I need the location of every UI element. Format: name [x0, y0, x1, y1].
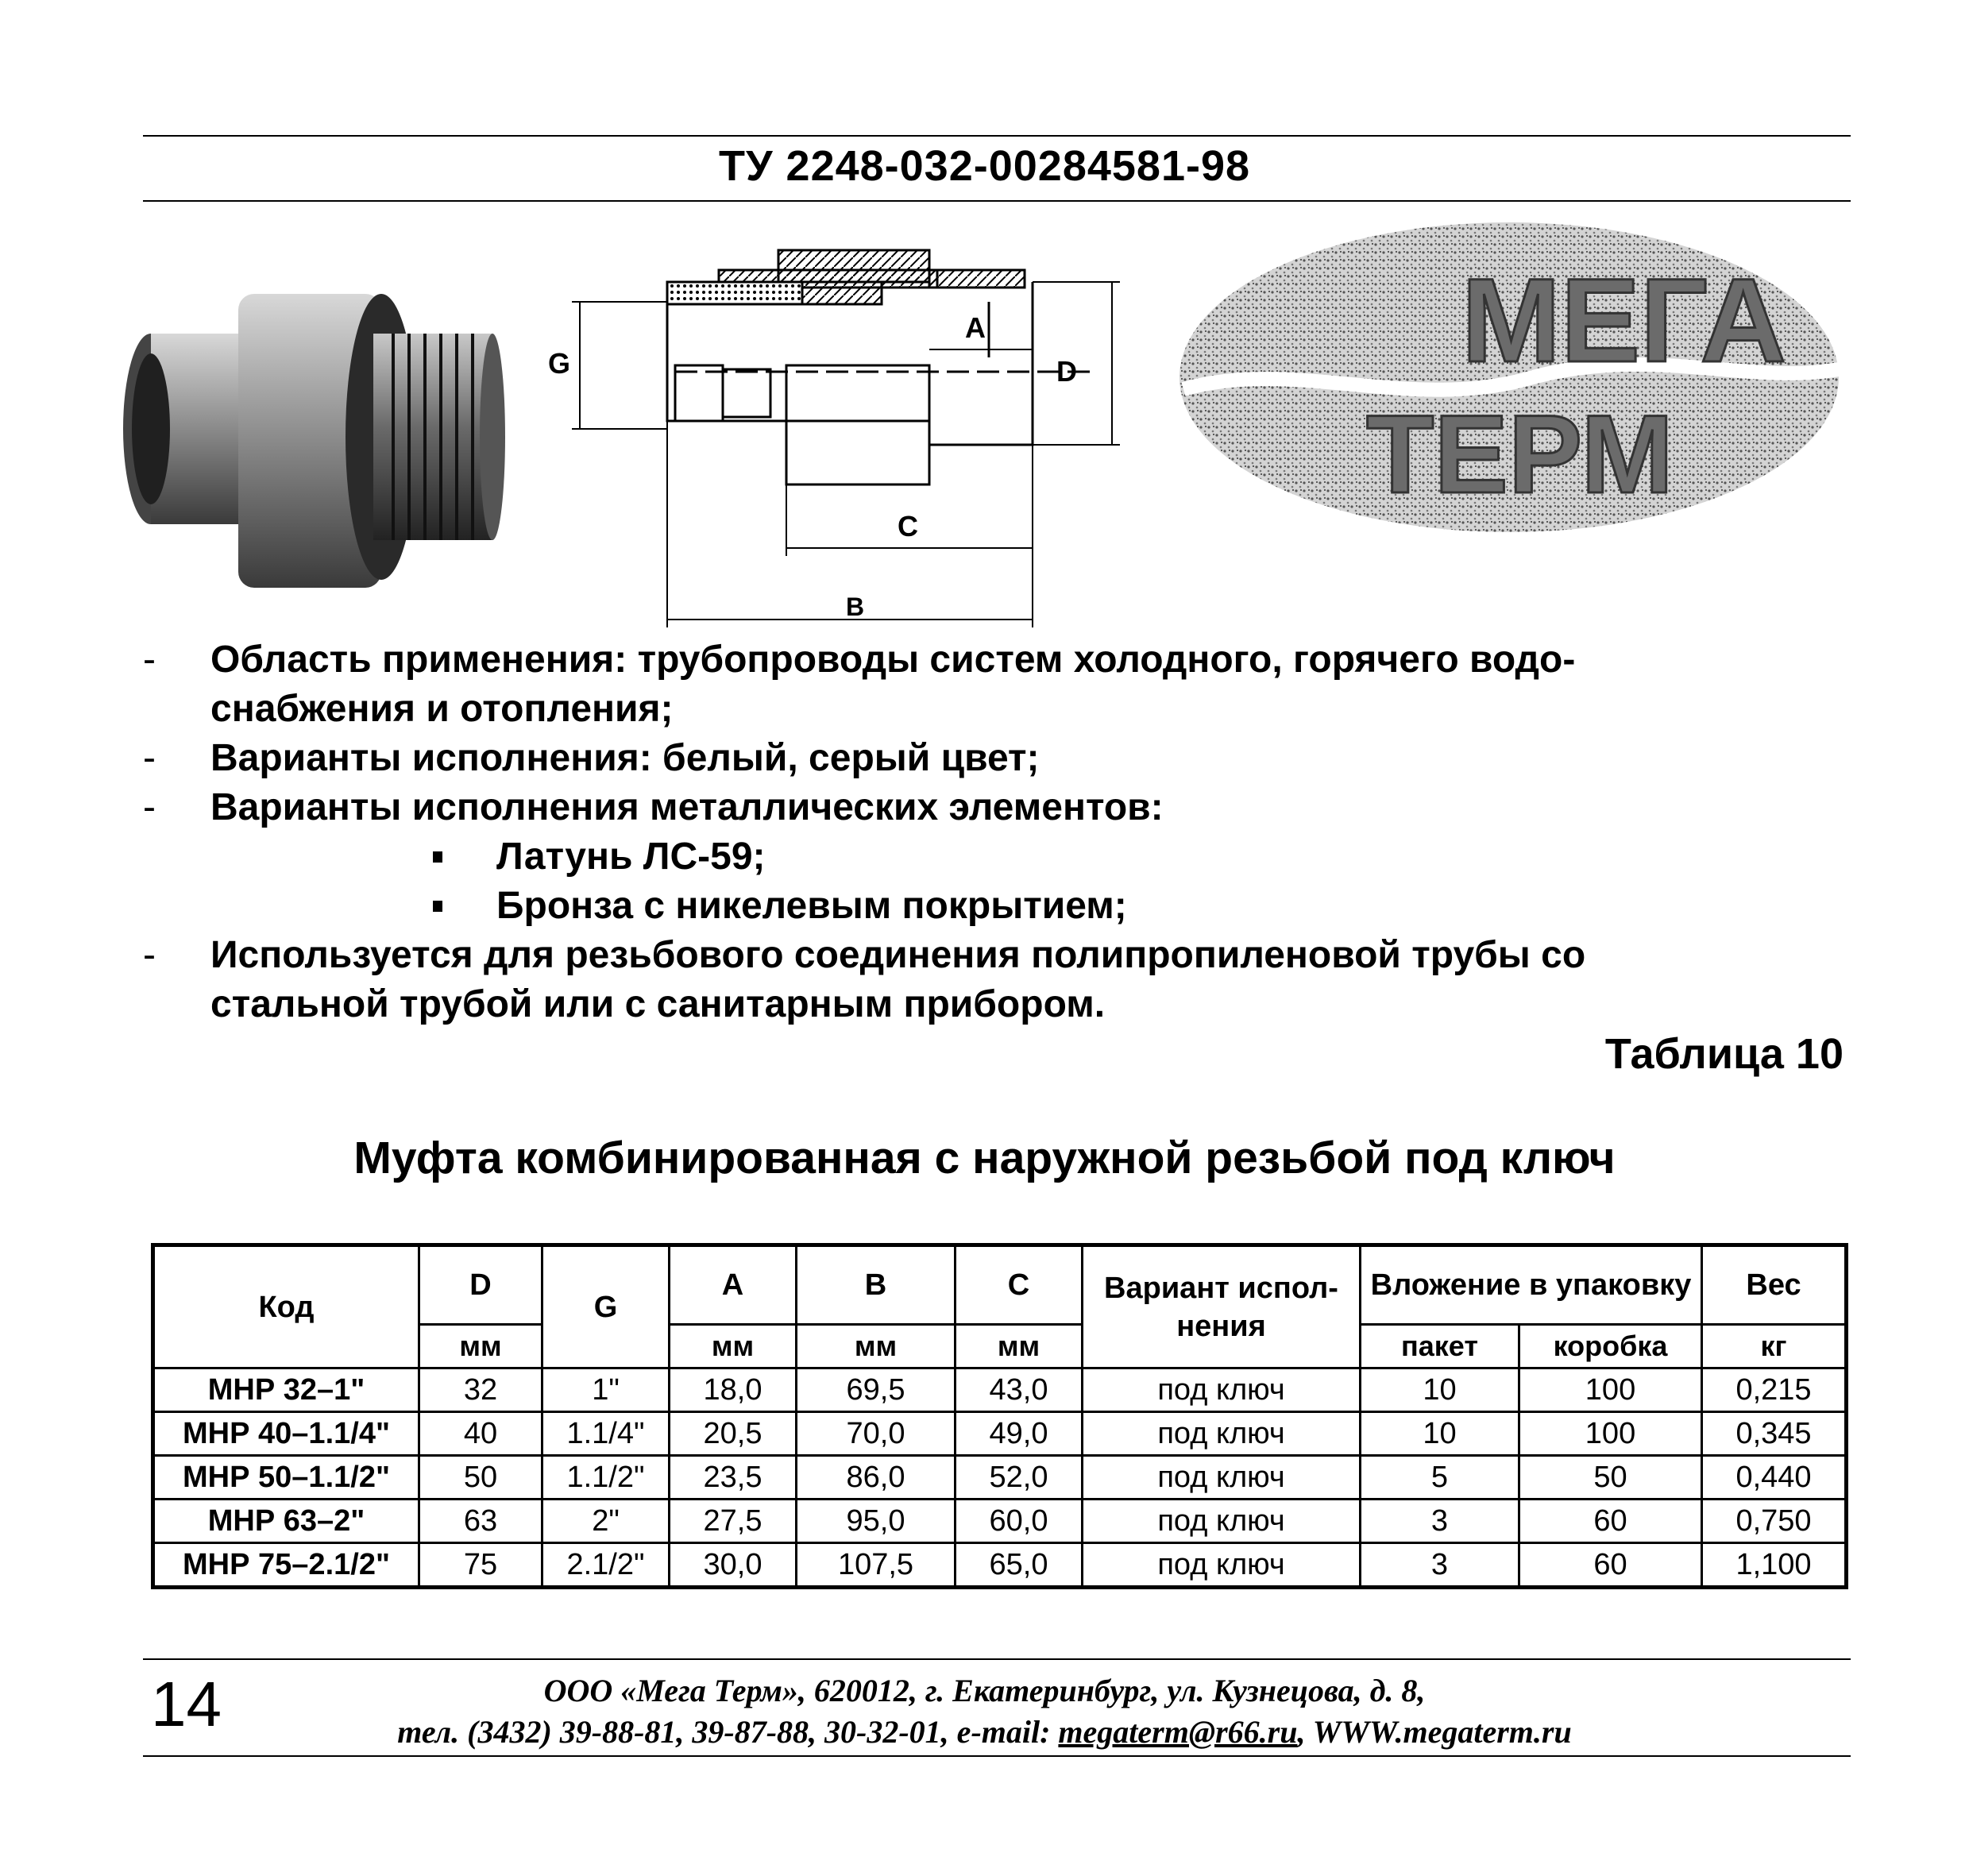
cell-code: МНР 32–1" [153, 1368, 419, 1412]
cell-box: 100 [1519, 1368, 1702, 1412]
cell-g: 2.1/2" [542, 1543, 670, 1588]
feature-item: - Варианты исполнения: белый, серый цвет; [143, 737, 1040, 779]
header-a: A [670, 1245, 797, 1325]
cell-c: 60,0 [956, 1500, 1083, 1543]
header-weight: Вес [1702, 1245, 1847, 1325]
footer-email-link[interactable]: megaterm@r66.ru [1058, 1714, 1298, 1750]
cell-c: 65,0 [956, 1543, 1083, 1588]
cell-variant: под ключ [1083, 1412, 1361, 1456]
cell-weight: 0,750 [1702, 1500, 1847, 1543]
page-number: 14 [151, 1669, 222, 1739]
footer-phones: тел. (3432) 39-88-81, 39-87-88, 30-32-01, e-mail: [397, 1714, 1059, 1750]
cell-a: 23,5 [670, 1456, 797, 1500]
feature-item-continuation [143, 685, 1851, 734]
cell-g: 1.1/4" [542, 1412, 670, 1456]
unit-a: мм [670, 1325, 797, 1368]
dim-label-c: C [898, 510, 918, 542]
cell-d: 32 [419, 1368, 542, 1412]
footer-rule-lower [143, 1755, 1851, 1757]
table-number: Таблица 10 [1604, 1030, 1844, 1078]
cell-b: 70,0 [797, 1412, 956, 1456]
cell-a: 27,5 [670, 1500, 797, 1543]
cell-b: 69,5 [797, 1368, 956, 1412]
footer-contacts [0, 1713, 1969, 1751]
feature-item: - Область применения: трубопроводы систем холодного, горячего водо- [143, 639, 1576, 681]
feature-text: Область применения: трубопроводы систем холодного, горячего водо- [210, 639, 1576, 681]
sub-item [143, 832, 1851, 882]
cell-box: 100 [1519, 1412, 1702, 1456]
unit-b: мм [797, 1325, 956, 1368]
table-row [153, 1500, 1847, 1543]
feature-item: - Используется для резьбового соединения полипропиленовой трубы со [143, 934, 1586, 976]
dim-label-d: D [1056, 355, 1077, 388]
top-rule-upper [143, 135, 1851, 137]
table-row [153, 1543, 1847, 1588]
table-row [153, 1412, 1847, 1456]
footer-address: ООО «Мега Терм», 620012, г. Екатеринбург, ул. Кузнецова, д. 8, [543, 1673, 1426, 1708]
feature-text: Варианты исполнения: белый, серый цвет; [210, 737, 1040, 779]
table-body [153, 1368, 1847, 1588]
cell-code: МНР 75–2.1/2" [153, 1543, 419, 1588]
table-title: Муфта комбинированная с наружной резьбой под ключ [353, 1133, 1616, 1183]
cell-weight: 0,215 [1702, 1368, 1847, 1412]
table-row [153, 1368, 1847, 1412]
cell-g: 1.1/2" [542, 1456, 670, 1500]
feature-text: Используется для резьбового соединения полипропиленовой трубы со [210, 934, 1586, 976]
square-bullet-icon [433, 851, 442, 863]
feature-text: стальной трубой или с санитарным прибором. [210, 983, 1106, 1025]
footer-website: , WWW.megaterm.ru [1297, 1714, 1572, 1750]
cell-packet: 5 [1361, 1456, 1519, 1500]
cell-a: 20,5 [670, 1412, 797, 1456]
dim-label-g: G [548, 347, 571, 380]
cell-c: 52,0 [956, 1456, 1083, 1500]
cell-c: 43,0 [956, 1368, 1083, 1412]
cell-b: 107,5 [797, 1543, 956, 1588]
cell-packet: 3 [1361, 1543, 1519, 1588]
feature-item: - Варианты исполнения металлических элементов: [143, 786, 1164, 828]
cell-weight: 0,440 [1702, 1456, 1847, 1500]
cell-code: МНР 63–2" [153, 1500, 419, 1543]
header-variant: Вариант испол-нения [1083, 1245, 1361, 1368]
cell-packet: 10 [1361, 1368, 1519, 1412]
feature-text: Варианты исполнения металлических элементов: [210, 786, 1164, 828]
cell-d: 40 [419, 1412, 542, 1456]
footer-rule-upper [143, 1658, 1851, 1660]
header-d: D [419, 1245, 542, 1325]
cell-variant: под ключ [1083, 1368, 1361, 1412]
unit-d: мм [419, 1325, 542, 1368]
cell-code: МНР 50–1.1/2" [153, 1456, 419, 1500]
header-c: C [956, 1245, 1083, 1325]
cell-b: 86,0 [797, 1456, 956, 1500]
cell-box: 60 [1519, 1543, 1702, 1588]
cell-weight: 0,345 [1702, 1412, 1847, 1456]
table-row [153, 1456, 1847, 1500]
cell-code: МНР 40–1.1/4" [153, 1412, 419, 1456]
cell-box: 60 [1519, 1500, 1702, 1543]
cell-d: 63 [419, 1500, 542, 1543]
cell-packet: 10 [1361, 1412, 1519, 1456]
section-drawing [548, 238, 1128, 651]
cell-d: 50 [419, 1456, 542, 1500]
document-code: ТУ 2248-032-00284581-98 [718, 142, 1251, 190]
feature-list [143, 635, 1851, 1029]
spec-table [151, 1243, 1848, 1589]
cell-c: 49,0 [956, 1412, 1083, 1456]
header-code: Код [153, 1245, 419, 1368]
logo-line1: МЕГА [1461, 253, 1786, 387]
unit-c: мм [956, 1325, 1083, 1368]
feature-item-continuation [143, 980, 1851, 1029]
top-rule-lower [143, 200, 1851, 202]
cell-b: 95,0 [797, 1500, 956, 1543]
dim-label-b: B [846, 593, 865, 621]
cell-variant: под ключ [1083, 1500, 1361, 1543]
sub-item [143, 882, 1851, 931]
square-bullet-icon [433, 901, 442, 912]
company-logo [1176, 218, 1843, 536]
cell-variant: под ключ [1083, 1456, 1361, 1500]
header-g: G [542, 1245, 670, 1368]
feature-text: снабжения и отопления; [210, 688, 674, 730]
cell-a: 30,0 [670, 1543, 797, 1588]
unit-weight: кг [1702, 1325, 1847, 1368]
header-packing: Вложение в упаковку [1361, 1245, 1702, 1325]
unit-packet: пакет [1361, 1325, 1519, 1368]
cell-g: 1" [542, 1368, 670, 1412]
fitting-photo [119, 270, 532, 612]
unit-box: коробка [1519, 1325, 1702, 1368]
logo-line2: ТЕРМ [1366, 392, 1674, 516]
cell-variant: под ключ [1083, 1543, 1361, 1588]
header-b: B [797, 1245, 956, 1325]
dim-label-a: A [965, 311, 986, 344]
cell-packet: 3 [1361, 1500, 1519, 1543]
cell-g: 2" [542, 1500, 670, 1543]
cell-a: 18,0 [670, 1368, 797, 1412]
cell-d: 75 [419, 1543, 542, 1588]
header-row [153, 1245, 1847, 1325]
cell-weight: 1,100 [1702, 1543, 1847, 1588]
sub-item-text: Латунь ЛС-59; [496, 836, 766, 878]
cell-box: 50 [1519, 1456, 1702, 1500]
sub-item-text: Бронза с никелевым покрытием; [496, 885, 1127, 927]
